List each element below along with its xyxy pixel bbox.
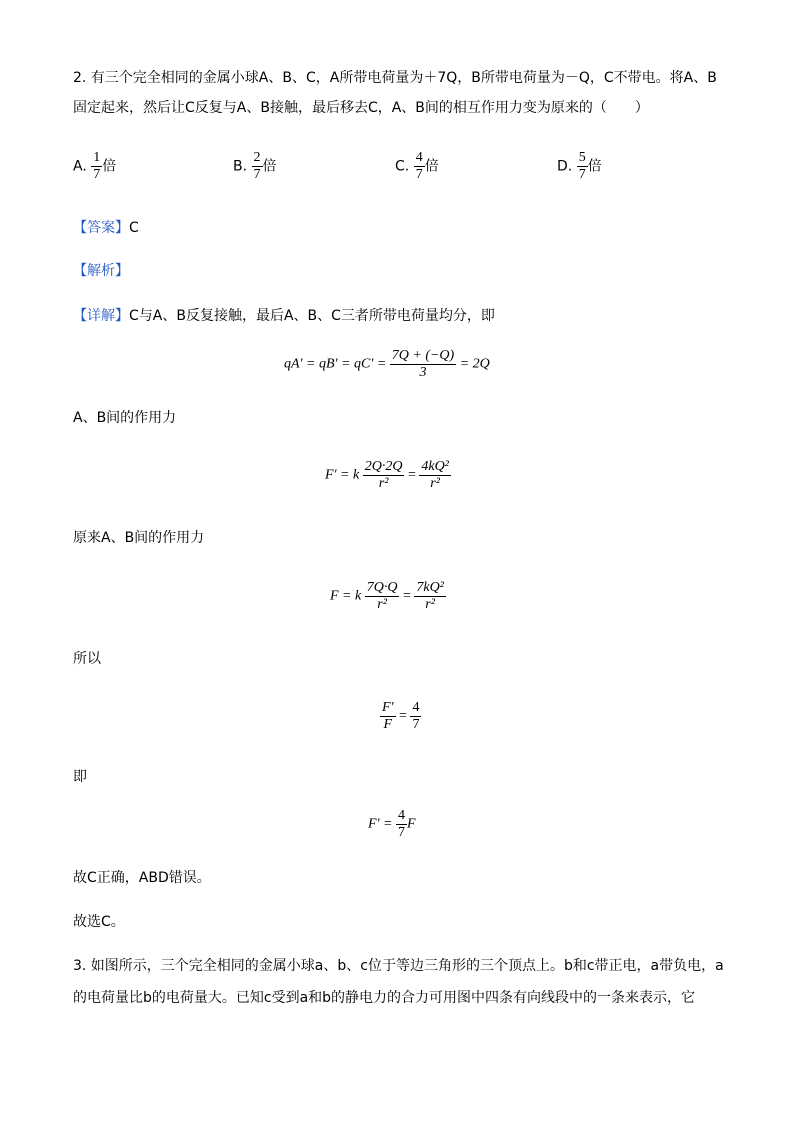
q2-line-1: 2. 有三个完全相同的金属小球A、B、C，A所带电荷量为＋7Q，B所带电荷量为－Q，C不带电。将A、B xyxy=(73,70,717,86)
eq3-fraction-1 xyxy=(365,580,400,613)
eq5-numerator: 4 xyxy=(398,808,405,823)
eq2-lhs: F' = k xyxy=(325,467,360,483)
option-a-numerator: 1 xyxy=(93,150,101,165)
eq2-denominator-1: r² xyxy=(378,476,389,491)
eq2-numerator-2: 4kQ² xyxy=(421,459,449,474)
equation-new-force: F' = k $\frac{2Q\cdot 2Q}{\text{r²}}$ = $\frac{\text{4kQ²}}{\text{r²}}$ xyxy=(325,459,449,491)
eq4-denominator-2: 7 xyxy=(412,717,420,732)
q2-line-2: 固定起来，然后让C反复与A、B接触，最后移去C，A、B间的相互作用力变为原来的（ ） xyxy=(73,100,649,116)
eq3-numerator-2: 7kQ² xyxy=(416,580,444,595)
option-c[interactable] xyxy=(395,150,439,183)
eq4-numerator-1: F' xyxy=(382,700,394,715)
option-c-fraction xyxy=(414,150,425,183)
eq5-fraction xyxy=(396,808,407,841)
eq3-numerator-1: 7Q·Q xyxy=(366,580,398,595)
option-d[interactable] xyxy=(557,150,602,183)
equation-result xyxy=(368,808,416,841)
option-d-fraction xyxy=(577,150,588,183)
eq1-lhs: qA' = qB' = qC' = xyxy=(284,356,387,372)
option-a-denominator: 7 xyxy=(93,167,101,182)
eq4-fraction-2 xyxy=(410,700,421,733)
eq1-fraction xyxy=(390,348,456,381)
p-ab-force: A、B间的作用力 xyxy=(73,410,177,426)
p-correct: 故C正确，ABD错误。 xyxy=(73,870,211,886)
option-d-label: D. xyxy=(557,158,573,175)
eq4-fraction-1 xyxy=(380,700,396,733)
eq3-lhs: F = k xyxy=(330,588,362,604)
option-b-suffix: 倍 xyxy=(262,158,277,175)
eq3-denominator-2: r² xyxy=(425,597,435,612)
option-d-numerator: 5 xyxy=(578,150,586,165)
q3-line-1: 3. 如图所示，三个完全相同的金属小球a、b、c位于等边三角形的三个顶点上。b和c带正电，a带负电，a xyxy=(73,958,724,974)
p-choose: 故选C。 xyxy=(73,914,125,930)
option-a[interactable] xyxy=(73,150,116,183)
option-d-suffix: 倍 xyxy=(587,158,602,175)
detail-tag: 【详解】 xyxy=(73,308,129,324)
equation-charge-split xyxy=(284,348,490,381)
p-so: 所以 xyxy=(73,651,101,667)
option-a-fraction xyxy=(91,150,102,183)
eq2-denominator-2: r² xyxy=(430,476,440,491)
option-c-label: C. xyxy=(395,158,410,175)
option-b[interactable] xyxy=(233,150,277,183)
eq5-lhs: F' = xyxy=(368,816,393,832)
eq4-numerator-2: 4 xyxy=(412,700,420,715)
p-ie: 即 xyxy=(73,769,87,785)
eq5-rhs: F xyxy=(407,816,416,832)
option-b-denominator: 7 xyxy=(253,167,261,182)
answer-tag: 【答案】 xyxy=(73,220,129,236)
option-c-numerator: 4 xyxy=(415,150,423,165)
option-a-label: A. xyxy=(73,158,87,175)
option-c-denominator: 7 xyxy=(415,167,423,182)
eq1-numerator: 7Q + (−Q) xyxy=(391,348,455,363)
option-b-numerator: 2 xyxy=(253,150,261,165)
detail-text: C与A、B反复接触，最后A、B、C三者所带电荷量均分，即 xyxy=(129,308,495,324)
detail-line xyxy=(73,306,495,326)
analysis-tag: 【解析】 xyxy=(73,263,129,279)
q3-line-2: 的电荷量比b的电荷量大。已知c受到a和b的静电力的合力可用图中四条有向线段中的一条来表示，它 xyxy=(73,990,696,1006)
answer-value: C xyxy=(129,220,139,236)
answer-line xyxy=(73,218,139,238)
option-d-denominator: 7 xyxy=(578,167,586,182)
option-a-suffix: 倍 xyxy=(102,158,117,175)
eq3-denominator-1: r² xyxy=(377,597,387,612)
option-c-suffix: 倍 xyxy=(424,158,439,175)
p-original: 原来A、B间的作用力 xyxy=(73,530,205,546)
eq2-fraction-1 xyxy=(363,459,405,492)
eq2-numerator-1: 2Q·2Q xyxy=(364,459,403,474)
analysis-line xyxy=(73,261,129,281)
option-b-label: B. xyxy=(233,158,248,175)
eq5-denominator: 7 xyxy=(398,825,405,840)
option-b-fraction xyxy=(252,150,263,183)
eq1-denominator: 3 xyxy=(419,365,427,380)
equation-ratio: $\frac{F'}{F}$ = $\frac{4}{7}$ xyxy=(382,700,420,732)
eq1-rhs: = 2Q xyxy=(459,356,490,372)
eq2-fraction-2 xyxy=(419,459,451,492)
equation-original-force: F = k $\frac{7Q\cdot Q}{\text{r²}}$ = $\frac{\text{7kQ²}}{\text{r²}}$ xyxy=(330,580,444,612)
eq3-fraction-2 xyxy=(414,580,446,613)
eq4-denominator-1: F xyxy=(383,717,393,732)
